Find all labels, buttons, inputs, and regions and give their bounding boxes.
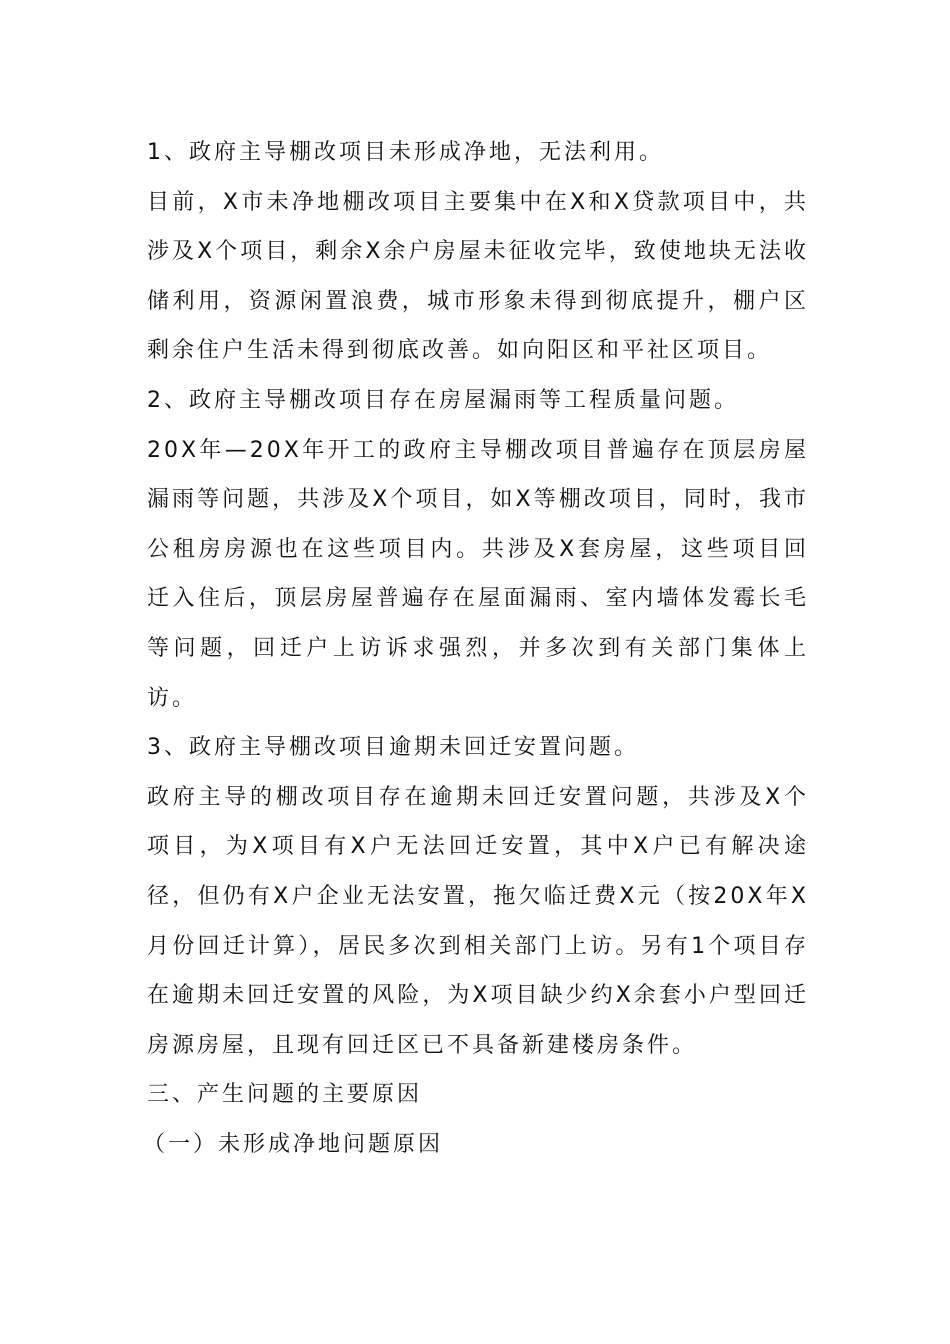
body-paragraph-3: 政府主导的棚改项目存在逾期未回迁安置问题，共涉及X个项目，为X项目有X户无法回迁安置，其中X户已有解决途径，但仍有X户企业无法安置，拖欠临迁费X元（按20X年X月份回迁计算），居民多次到相关部门上访。另有1个项目存在逾期未回迁安置的风险，为X项目缺少约X余套小户型回迁房源房屋，且现有回迁区已不具备新建楼房条件。 — [147, 784, 809, 1058]
chapter-heading: 三、产生问题的主要原因 — [147, 1082, 423, 1108]
document-body — [143, 128, 809, 1169]
body-paragraph-1: 目前，X市未净地棚改项目主要集中在X和X贷款项目中，共涉及X个项目，剩余X余户房屋未征收完毕，致使地块无法收储利用，资源闲置浪费，城市形象未得到彻底提升，棚户区剩余住户生活未得到彻底改善。如向阳区和平社区项目。 — [147, 189, 809, 364]
section-heading-2: 2、政府主导棚改项目存在房屋漏雨等工程质量问题。 — [147, 387, 739, 413]
body-paragraph-2: 20X年—20X年开工的政府主导棚改项目普遍存在顶层房屋漏雨等问题，共涉及X个项目，如X等棚改项目，同时，我市公租房房源也在这些项目内。共涉及X套房屋，这些项目回迁入住后，顶层房屋普遍存在屋面漏雨、室内墙体发霉长毛等问题，回迁户上访诉求强烈，并多次到有关部门集体上访。 — [147, 437, 809, 711]
section-heading-1: 1、政府主导棚改项目未形成净地，无法利用。 — [147, 140, 664, 165]
section-heading-3: 3、政府主导棚改项目逾期未回迁安置问题。 — [147, 735, 639, 761]
subsection-heading: （一）未形成净地问题原因 — [143, 1131, 444, 1157]
